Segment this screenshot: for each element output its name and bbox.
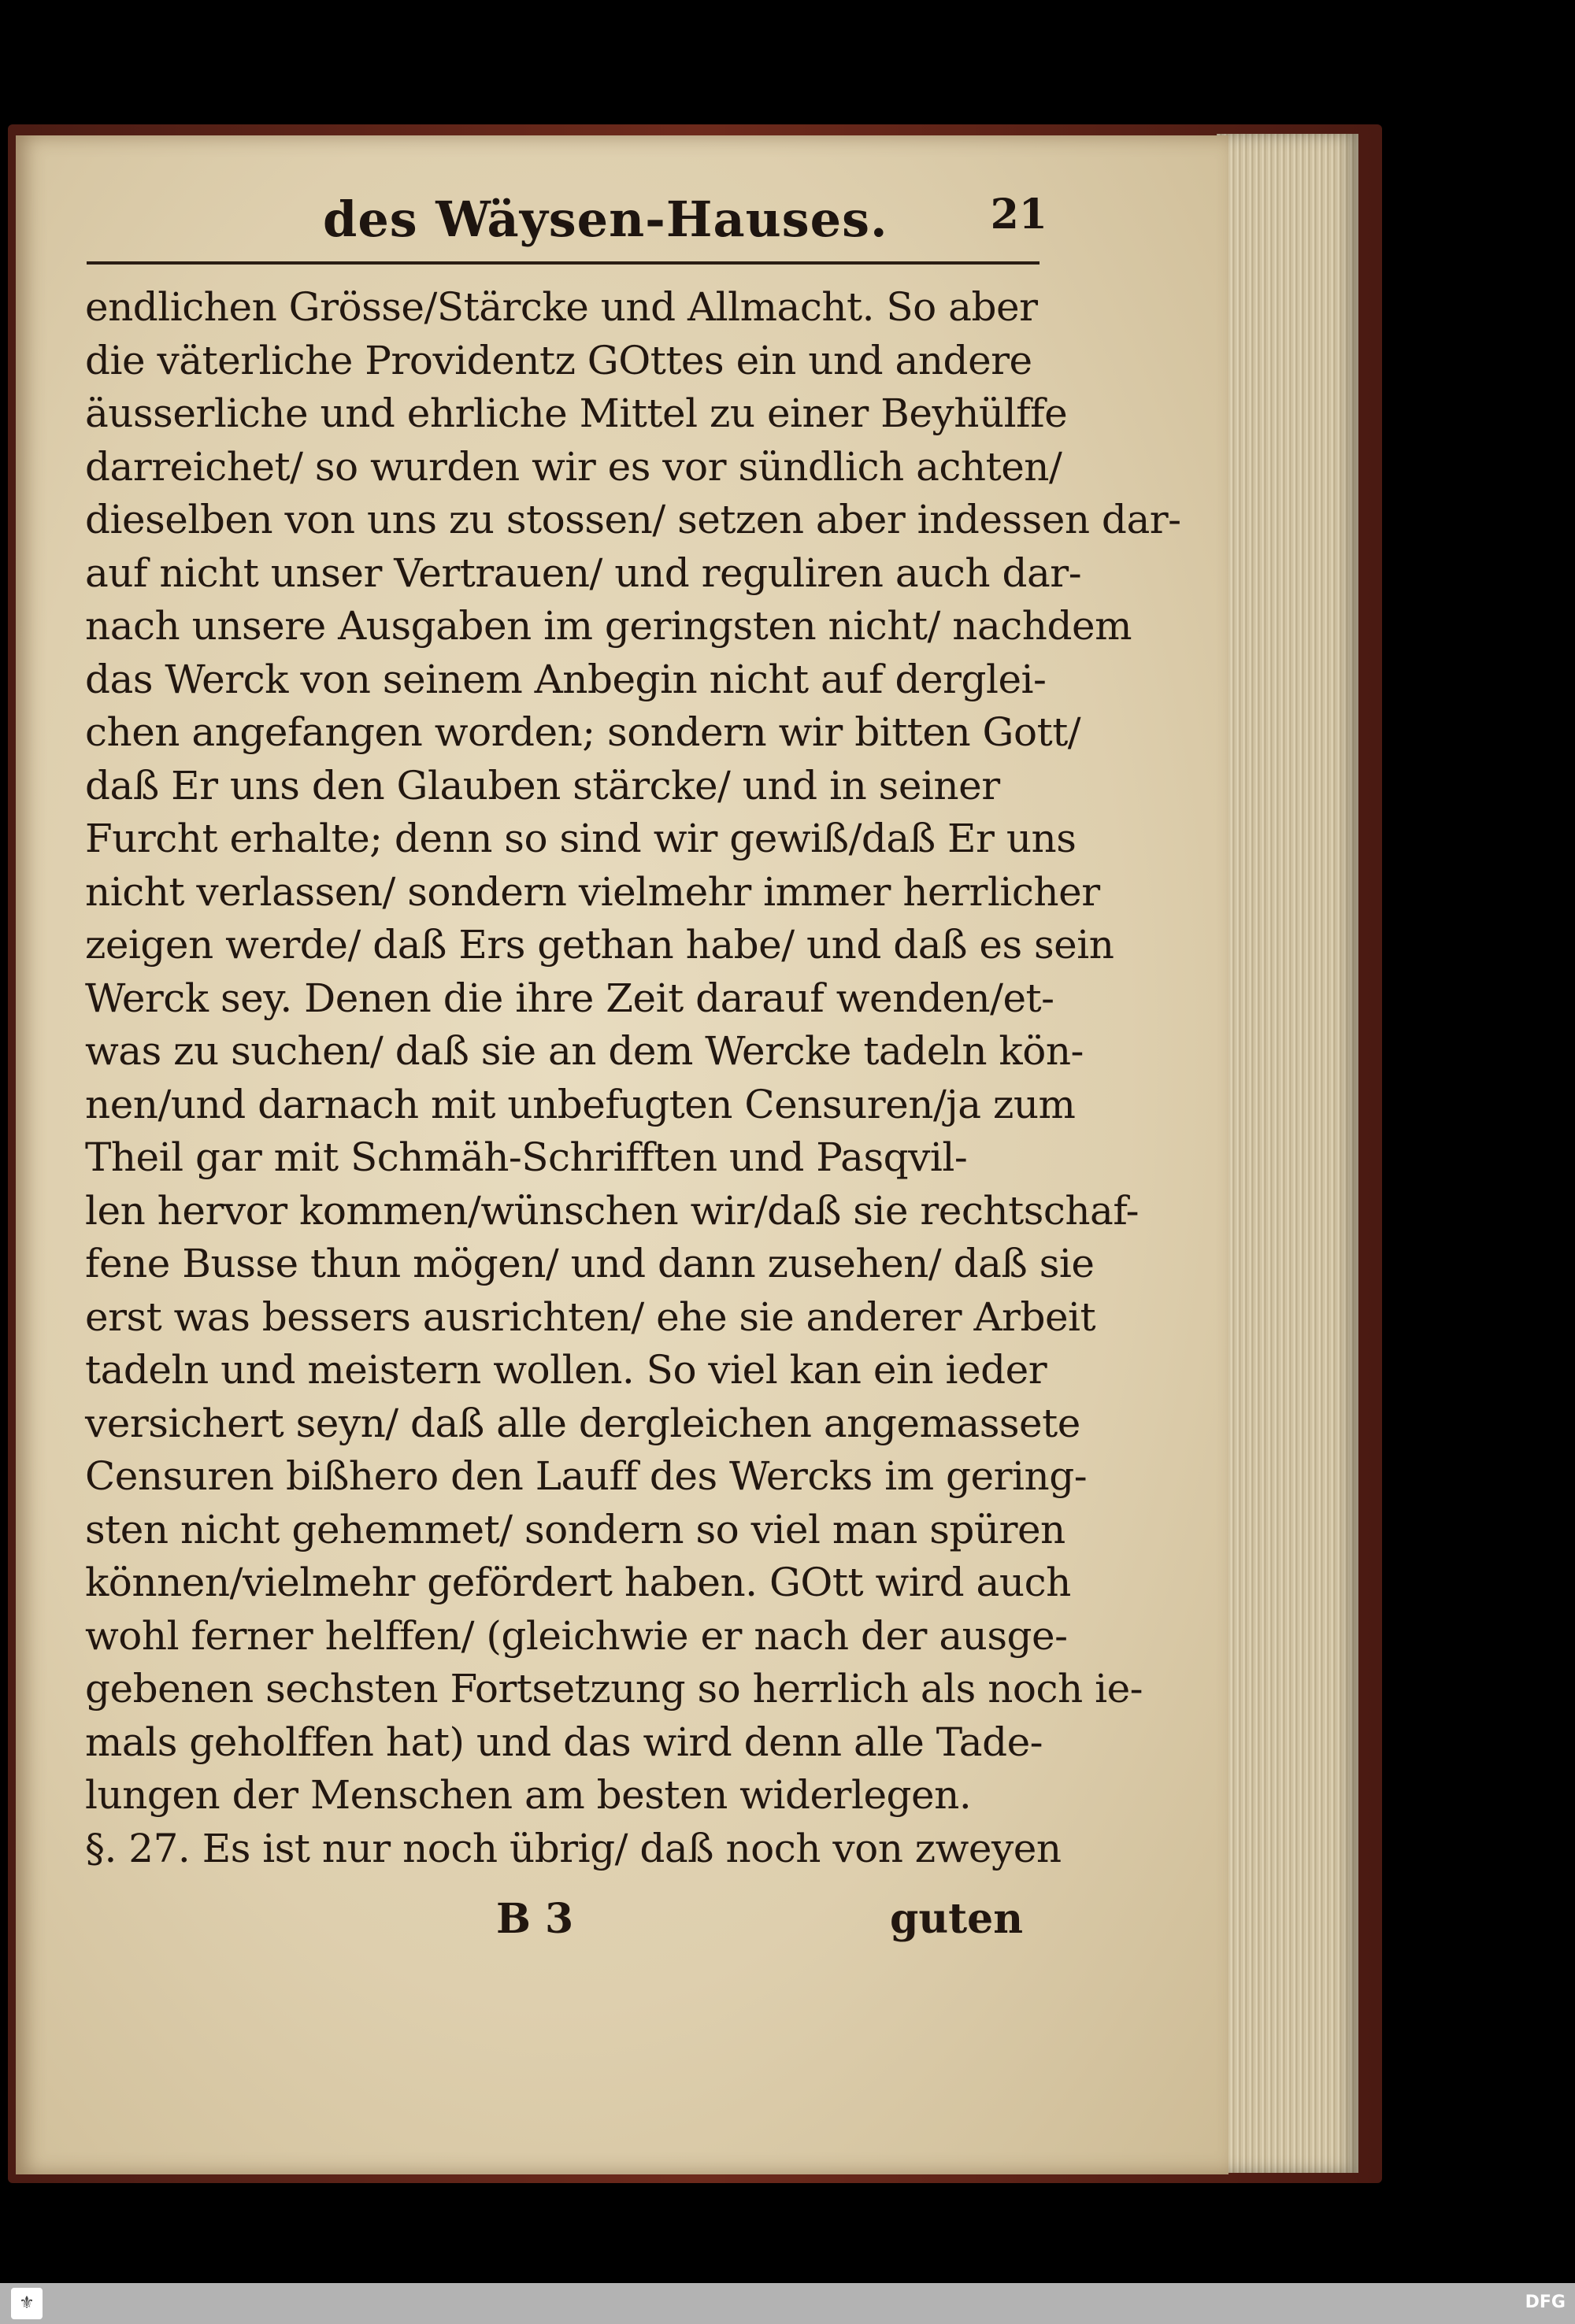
text-line: Theil gar mit Schmäh-Schrifften und Pasqvil-	[85, 1134, 968, 1180]
text-line: len hervor kommen/wünschen wir/daß sie rechtschaf-	[85, 1187, 1139, 1234]
text-line: zeigen werde/ daß Ers gethan habe/ und daß es sein	[85, 922, 1114, 968]
text-line: lungen der Menschen am besten widerlegen.	[85, 1772, 972, 1818]
text-line: nicht verlassen/ sondern vielmehr immer herrlicher	[85, 868, 1100, 915]
book-page	[16, 135, 1228, 2174]
text-line: versichert seyn/ daß alle dergleichen angemassete	[85, 1400, 1080, 1446]
text-line: was zu suchen/ daß sie an dem Wercke tadeln kön-	[85, 1028, 1084, 1074]
viewer-bottom-bar	[0, 2283, 1575, 2324]
text-block	[85, 281, 1181, 1875]
library-logo-icon: ⚜	[11, 2288, 43, 2319]
head-rule	[87, 261, 1040, 265]
text-line: nach unsere Ausgaben im geringsten nicht/ nachdem	[85, 603, 1132, 649]
text-line: endlichen Grösse/Stärcke und Allmacht. So aber	[85, 284, 1038, 330]
catchword: guten	[890, 1895, 1024, 1943]
text-line: erst was bessers ausrichten/ ehe sie anderer Arbeit	[85, 1293, 1096, 1340]
text-line: Furcht erhalte; denn so sind wir gewiß/daß Er uns	[85, 816, 1077, 861]
text-line: wohl ferner helffen/ (gleichwie er nach der ausge-	[85, 1612, 1068, 1659]
text-line: Censuren bißhero den Lauff des Wercks im gering-	[85, 1453, 1088, 1499]
text-line: das Werck von seinem Anbegin nicht auf derglei-	[85, 656, 1047, 702]
text-line: Werck sey. Denen die ihre Zeit darauf wenden/et-	[85, 975, 1054, 1021]
text-line: sten nicht gehemmet/ sondern so viel man spüren	[85, 1506, 1065, 1552]
running-title: des Wäysen-Hauses.	[323, 191, 888, 248]
text-line: äusserliche und ehrliche Mittel zu einer Beyhülffe	[85, 390, 1068, 436]
text-line: tadeln und meistern wollen. So viel kan ein ieder	[85, 1347, 1047, 1393]
page-number: 21	[990, 191, 1047, 239]
text-line: auf nicht unser Vertrauen/ und reguliren auch dar-	[85, 550, 1082, 596]
text-line: nen/und darnach mit unbefugten Censuren/ja zum	[85, 1081, 1076, 1127]
dfg-logo: DFG	[1525, 2293, 1566, 2312]
text-line: die väterliche Providentz GOttes ein und andere	[85, 337, 1032, 383]
text-line: darreichet/ so wurden wir es vor sündlich achten/	[85, 443, 1062, 490]
text-line: dieselben von uns zu stossen/ setzen aber indessen dar-	[85, 497, 1181, 542]
text-line: können/vielmehr gefördert haben. GOtt wird auch	[85, 1560, 1071, 1605]
text-line: fene Busse thun mögen/ und dann zusehen/ daß sie	[85, 1241, 1095, 1286]
text-line: gebenen sechsten Fortsetzung so herrlich als noch ie-	[85, 1666, 1143, 1712]
text-line: chen angefangen worden; sondern wir bitten Gott/	[85, 709, 1081, 755]
page-edges	[1217, 134, 1358, 2173]
text-line: mals geholffen hat) und das wird denn alle Tade-	[85, 1719, 1043, 1765]
running-head	[94, 191, 1047, 269]
text-line: daß Er uns den Glauben stärcke/ und in seiner	[85, 762, 1000, 809]
signature-mark: B 3	[496, 1895, 574, 1943]
text-line: §. 27. Es ist nur noch übrig/ daß noch von zweyen	[85, 1825, 1062, 1871]
